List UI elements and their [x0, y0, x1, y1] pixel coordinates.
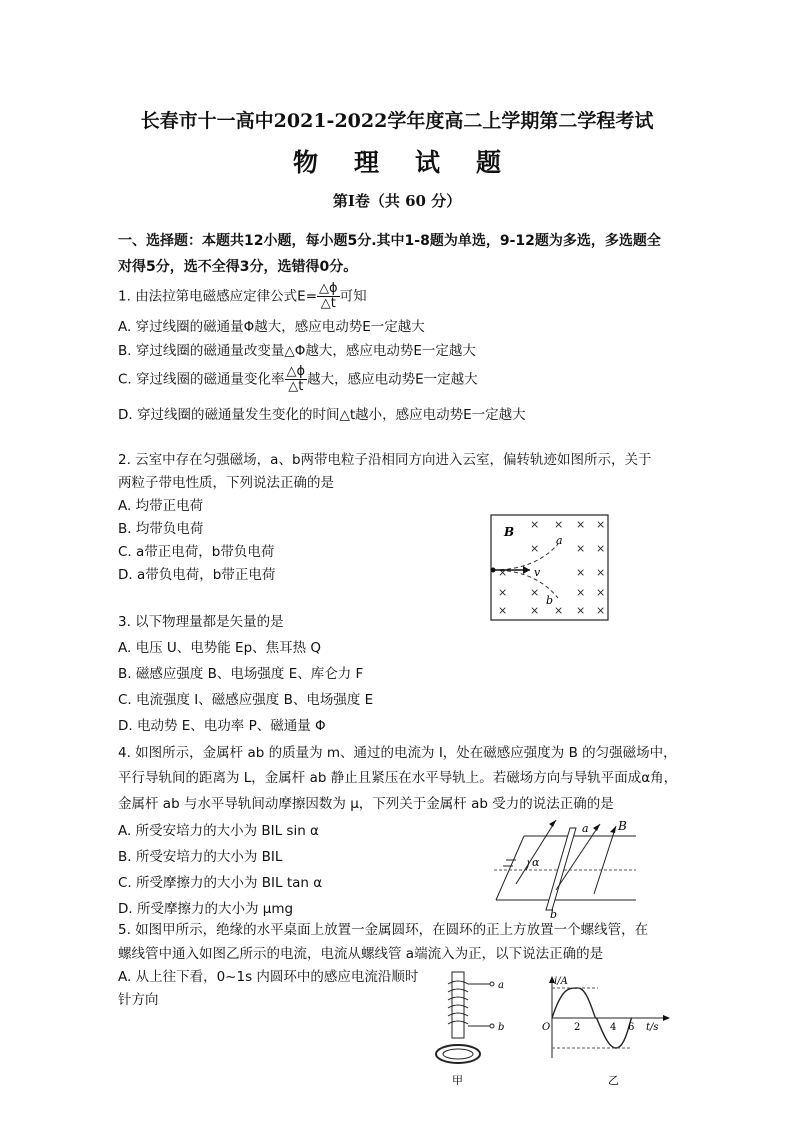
cloud-chamber-figure	[490, 514, 610, 622]
q2-stem-line2: 两粒子带电性质，下列说法正确的是	[118, 475, 334, 491]
label-b: b	[498, 1022, 505, 1033]
q3-option-b: B. 磁感应强度 B、电场强度 E、库仑力 F	[118, 666, 364, 682]
rail-rod-figure	[486, 814, 646, 918]
subject-title	[0, 143, 794, 179]
exam-title: 长春市十一高中2021-2022学年度高二上学期第二学程考试	[140, 110, 654, 132]
svg-text:×: ×	[530, 542, 540, 555]
q5-option-a-line1: A. 从上往下看，0~1s 内圆环中的感应电流沿顺时	[118, 969, 419, 985]
q5-stem-line1: 5. 如图甲所示，绝缘的水平桌面上放置一金属圆环，在圆环的正上方放置一个螺线管，在	[118, 922, 649, 938]
q3-option-c: C. 电流强度 I、磁感应强度 B、电场强度 E	[118, 692, 374, 708]
origin-label: O	[542, 1022, 551, 1033]
q1-option-b: B. 穿过线圈的磁通量改变量△Φ越大，感应电动势E一定越大	[118, 343, 476, 359]
field-line	[516, 820, 556, 884]
svg-text:×: ×	[530, 586, 540, 599]
section-instruction-line1: 一、选择题：本题共12小题，每小题5分.其中1-8题为单选，9-12题为多选，多选题全	[118, 233, 661, 249]
q2-option-b: B. 均带负电荷	[118, 521, 204, 537]
arrowhead	[523, 566, 530, 574]
q1-option-a: A. 穿过线圈的磁通量Φ越大，感应电动势E一定越大	[118, 319, 425, 335]
metal-ring-inner	[443, 1049, 473, 1059]
section-instruction-line2: 对得5分，选不全得3分，选错得0分。	[118, 259, 358, 275]
caption-yi: 乙	[608, 1074, 619, 1087]
svg-text:×: ×	[530, 518, 540, 531]
terminal-a	[490, 982, 494, 986]
volume-heading: 第Ⅰ卷（共 60 分）	[332, 192, 462, 210]
x-tick-label: 6	[628, 1022, 635, 1033]
arrowhead	[593, 824, 600, 831]
subject-char: 理	[353, 148, 379, 177]
label-b: b	[550, 908, 558, 918]
q2-option-a: A. 均带正电荷	[118, 498, 204, 514]
svg-text:×: ×	[554, 604, 564, 617]
svg-text:×: ×	[576, 604, 586, 617]
y-axis-label: i/A	[554, 976, 568, 987]
fraction-numerator: △ϕ	[319, 281, 338, 296]
svg-text:×: ×	[576, 542, 586, 555]
q4-stem-line2: 平行导轨间的距离为 L，金属杆 ab 静止且紧压在水平导轨上。若磁场方向与导轨平面成α角，	[118, 770, 678, 786]
fraction-denominator: △t	[320, 296, 336, 311]
svg-text:×: ×	[596, 586, 606, 599]
terminal-b	[490, 1024, 494, 1028]
fraction-denominator: △t	[288, 379, 304, 394]
q4-option-c: C. 所受摩擦力的大小为 BIL tan α	[118, 875, 323, 891]
q2-option-c: C. a带正电荷，b带负电荷	[118, 544, 275, 560]
caption-jia: 甲	[452, 1074, 463, 1087]
svg-text:×: ×	[576, 566, 586, 579]
subject-char: 试	[415, 148, 441, 177]
x-tick-label: 2	[574, 1022, 581, 1033]
subject-char: 题	[476, 148, 502, 177]
svg-text:×: ×	[498, 604, 508, 617]
q2-stem-line1: 2. 云室中存在匀强磁场，a、b两带电粒子沿相同方向进入云室，偏转轨迹如图所示，关于	[118, 452, 652, 468]
solenoid-ring-figure	[428, 968, 520, 1088]
q1-option-c	[118, 365, 478, 394]
arrowhead	[610, 826, 616, 833]
q1-option-d: D. 穿过线圈的磁通量发生变化的时间△t越小，感应电动势E一定越大	[118, 407, 526, 423]
x-tick-label: 4	[610, 1022, 617, 1033]
x-axis-label: t/s	[646, 1022, 659, 1033]
q4-stem-line3: 金属杆 ab 与水平导轨间动摩擦因数为 μ，下列关于金属杆 ab 受力的说法正确的是	[118, 796, 614, 812]
q3-option-a: A. 电压 U、电势能 Ep、焦耳热 Q	[118, 640, 322, 656]
svg-text:×: ×	[576, 518, 586, 531]
label-a: a	[582, 822, 589, 835]
question-1-stem	[118, 282, 367, 311]
svg-text:×: ×	[596, 566, 606, 579]
current-time-graph	[534, 972, 674, 1092]
q4-stem-line1: 4. 如图所示，金属杆 ab 的质量为 m、通过的电流为 I，处在磁感应强度为 B 的匀强磁场中，	[118, 745, 677, 761]
metal-rod	[546, 828, 576, 910]
svg-text:×: ×	[530, 604, 540, 617]
q2-option-d: D. a带负电荷，b带正电荷	[118, 567, 276, 583]
rail-left-connect	[496, 836, 524, 900]
label-a: a	[556, 534, 563, 547]
label-B: B	[618, 819, 627, 833]
label-b: b	[546, 594, 554, 607]
label-alpha: α	[532, 856, 540, 869]
svg-text:×: ×	[596, 604, 606, 617]
q5-option-a-line2: 针方向	[118, 992, 159, 1008]
q4-option-b: B. 所受安培力的大小为 BIL	[118, 849, 283, 865]
fraction-dphi-dt	[317, 282, 340, 311]
q5-stem-line2: 螺线管中通入如图乙所示的电流，电流从螺线管 a端流入为正，以下说法正确的是	[118, 946, 604, 962]
q4-option-d: D. 所受摩擦力的大小为 μmg	[118, 901, 294, 917]
svg-text:×: ×	[498, 566, 508, 579]
q1-stem-tail: 可知	[339, 288, 367, 305]
q4-option-a: A. 所受安培力的大小为 BIL sin α	[118, 823, 319, 839]
label-v: v	[534, 566, 541, 579]
field-label-B: B	[504, 525, 515, 539]
q3-option-d: D. 电动势 E、电功率 P、磁通量 Φ	[118, 718, 326, 734]
arrowhead	[549, 820, 556, 827]
fraction-dphi-dt	[285, 365, 308, 394]
q1-option-c-text: C. 穿过线圈的磁通量变化率	[118, 371, 285, 388]
svg-text:×: ×	[596, 518, 606, 531]
x-axis-arrow	[663, 1015, 670, 1021]
q1-stem-text: 1. 由法拉第电磁感应定律公式E=	[118, 288, 318, 305]
svg-text:×: ×	[554, 518, 564, 531]
label-a: a	[498, 980, 504, 991]
q1-option-c-tail: 越大，感应电动势E一定越大	[307, 371, 478, 388]
svg-text:×: ×	[576, 586, 586, 599]
svg-text:×: ×	[498, 586, 508, 599]
svg-text:×: ×	[596, 542, 606, 555]
fraction-numerator: △ϕ	[286, 364, 306, 379]
subject-char: 物	[292, 148, 318, 177]
q3-stem: 3. 以下物理量都是矢量的是	[118, 614, 284, 630]
